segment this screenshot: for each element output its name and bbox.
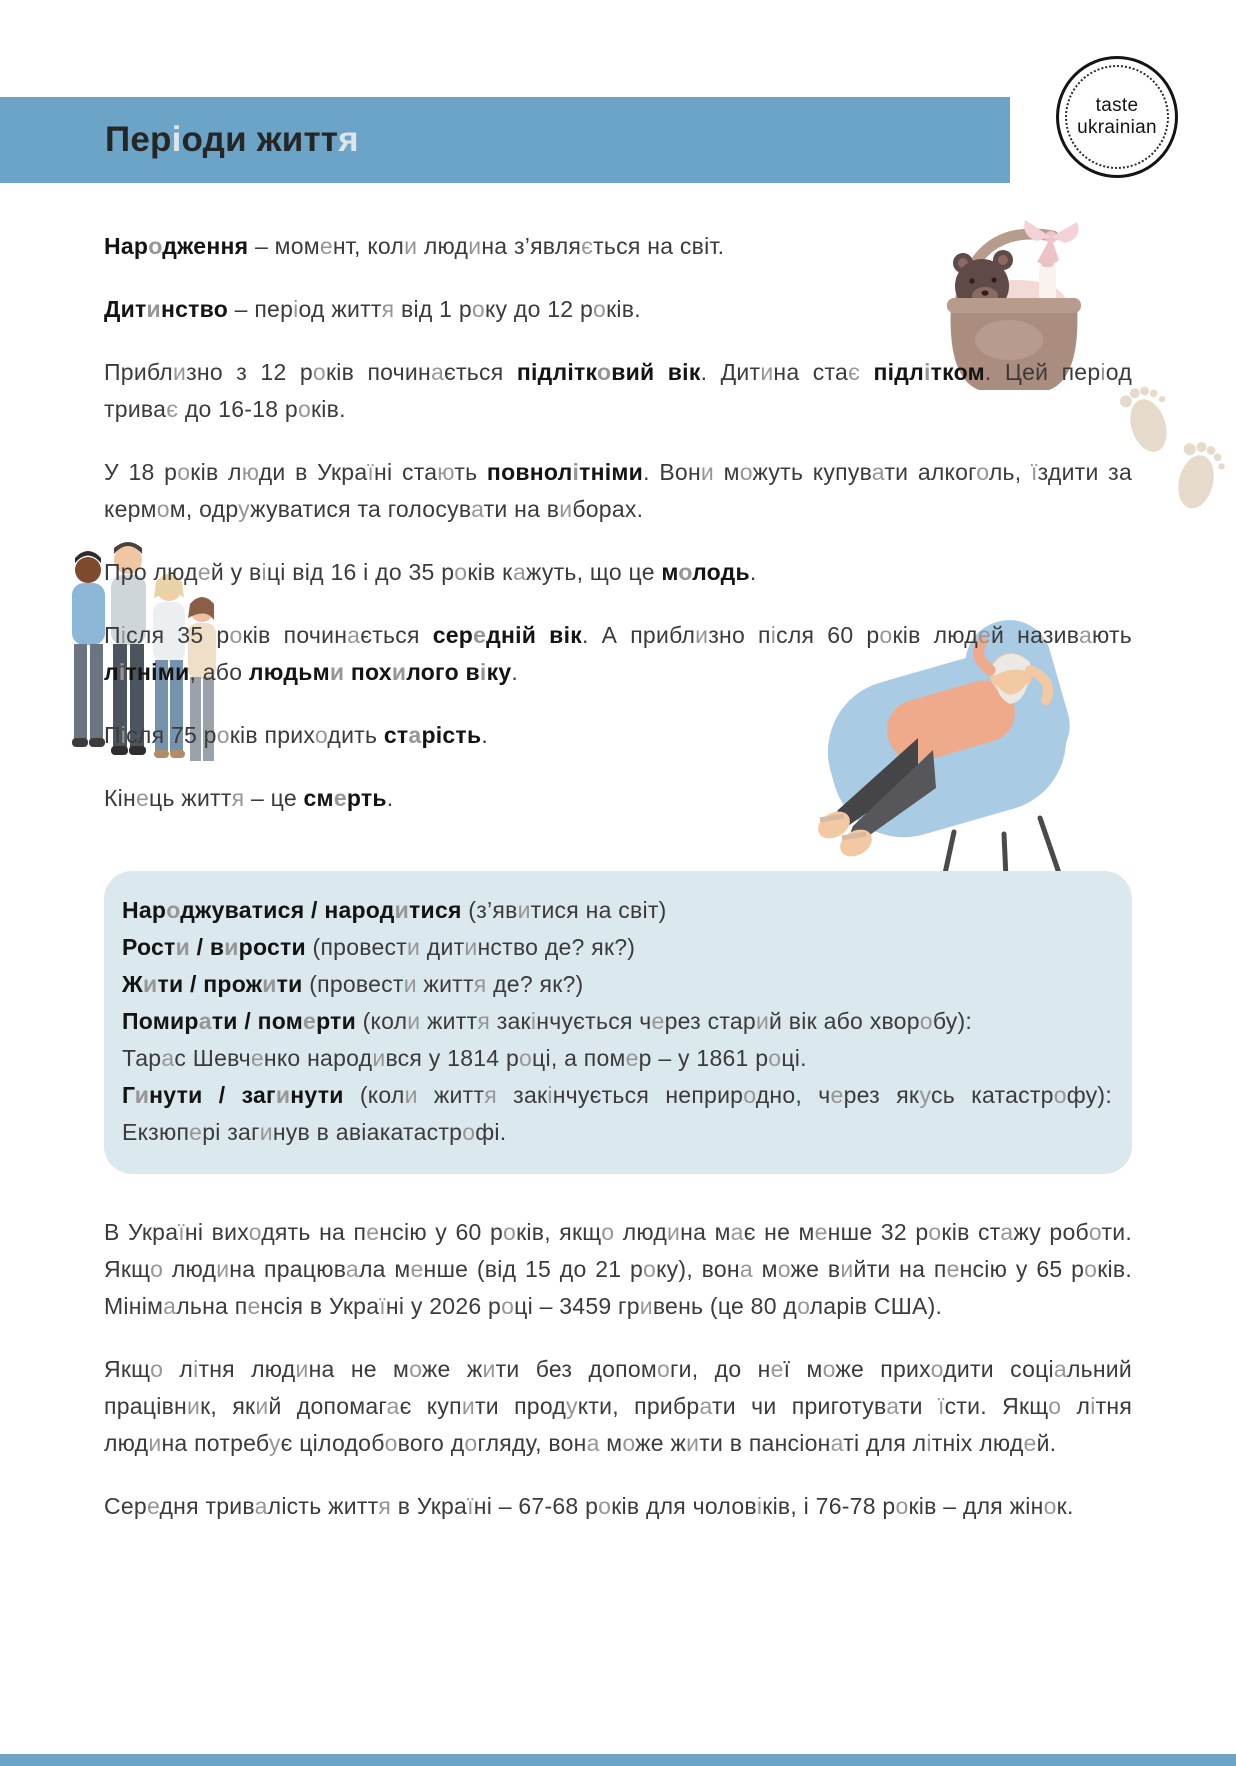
paragraph-birth: Народження – момент, коли людина з’являється на світ. bbox=[104, 233, 725, 259]
logo-dotted-ring bbox=[1065, 65, 1169, 169]
logo-text-line2: ukrainian bbox=[1077, 117, 1157, 138]
paragraph-youth: Про людей у віці від 16 і до 35 років кажуть, що це молодь. bbox=[104, 559, 757, 585]
paragraph-pension: В Україні виходять на пенсію у 60 років, якщо людина має не менше 32 років стажу роботи. Якщо людина працювала менше (від 15 до 21 року), вона може вийти на пенсію у 65 років. Мінімальна пенсія в Україні у 2026 році – 3459 гривень (це 80 доларів США). bbox=[104, 1219, 1132, 1319]
page-title: Періоди життя bbox=[105, 120, 359, 159]
vocabulary-box bbox=[104, 871, 1132, 1174]
vocab-line-be-born: Народжуватися / народитися (з’явитися на світ) bbox=[122, 897, 667, 923]
header-bar bbox=[0, 97, 1010, 183]
content bbox=[104, 228, 1132, 1551]
vocab-line-die: Помирати / померти (коли життя закінчується через старий вік або хворобу): bbox=[122, 1008, 973, 1034]
paragraph-teenage: Приблизно з 12 років починається підлітковий вік. Дитина стає підлітком. Цей період триває до 16-18 років. bbox=[104, 359, 1132, 422]
paragraph-death: Кінець життя – це смерть. bbox=[104, 785, 394, 811]
paragraph-social-care: Якщо літня людина не може жити без допомоги, до неї може приходити соціальний працівник, який допомагає купити продукти, прибрати чи приготувати їсти. Якщо літня людина потребує цілодобового догляду, вона може жити в пансіонаті для літніх людей. bbox=[104, 1356, 1133, 1456]
paragraph-adulthood: У 18 років люди в Україні стають повнолітніми. Вони можуть купувати алкоголь, їздити за кермом, одружуватися та голосувати на виборах. bbox=[104, 459, 1133, 522]
vocab-line-live: Жити / прожити (провести життя де? як?) bbox=[122, 971, 584, 997]
vocab-line-perish: Гинути / загинути (коли життя закінчується неприродно, через якусь катастрофу): Екзюпері загинув в авіакатастрофі. bbox=[122, 1082, 1112, 1145]
vocab-line-grow-up: Рости / вирости (провести дитинство де? як?) bbox=[122, 934, 636, 960]
paragraph-middle-age: Після 35 років починається середній вік. А приблизно після 60 років людей називають літніми, або людьми похилого віку. bbox=[104, 622, 1133, 685]
paragraph-childhood: Дитинство – період життя від 1 року до 12 років. bbox=[104, 296, 641, 322]
footer-bar bbox=[0, 1754, 1236, 1766]
paragraph-old-age: Після 75 років приходить старість. bbox=[104, 722, 488, 748]
vocab-line-shevchenko: Тарас Шевченко народився у 1814 році, а помер – у 1861 році. bbox=[122, 1045, 807, 1071]
logo-text-line1: taste bbox=[1095, 95, 1139, 116]
person-1-icon bbox=[72, 551, 105, 747]
taste-ukrainian-logo bbox=[1056, 56, 1178, 178]
paragraph-life-expectancy: Середня тривалість життя в Україні – 67-68 років для чоловіків, і 76-78 років – для жінок. bbox=[104, 1493, 1074, 1519]
